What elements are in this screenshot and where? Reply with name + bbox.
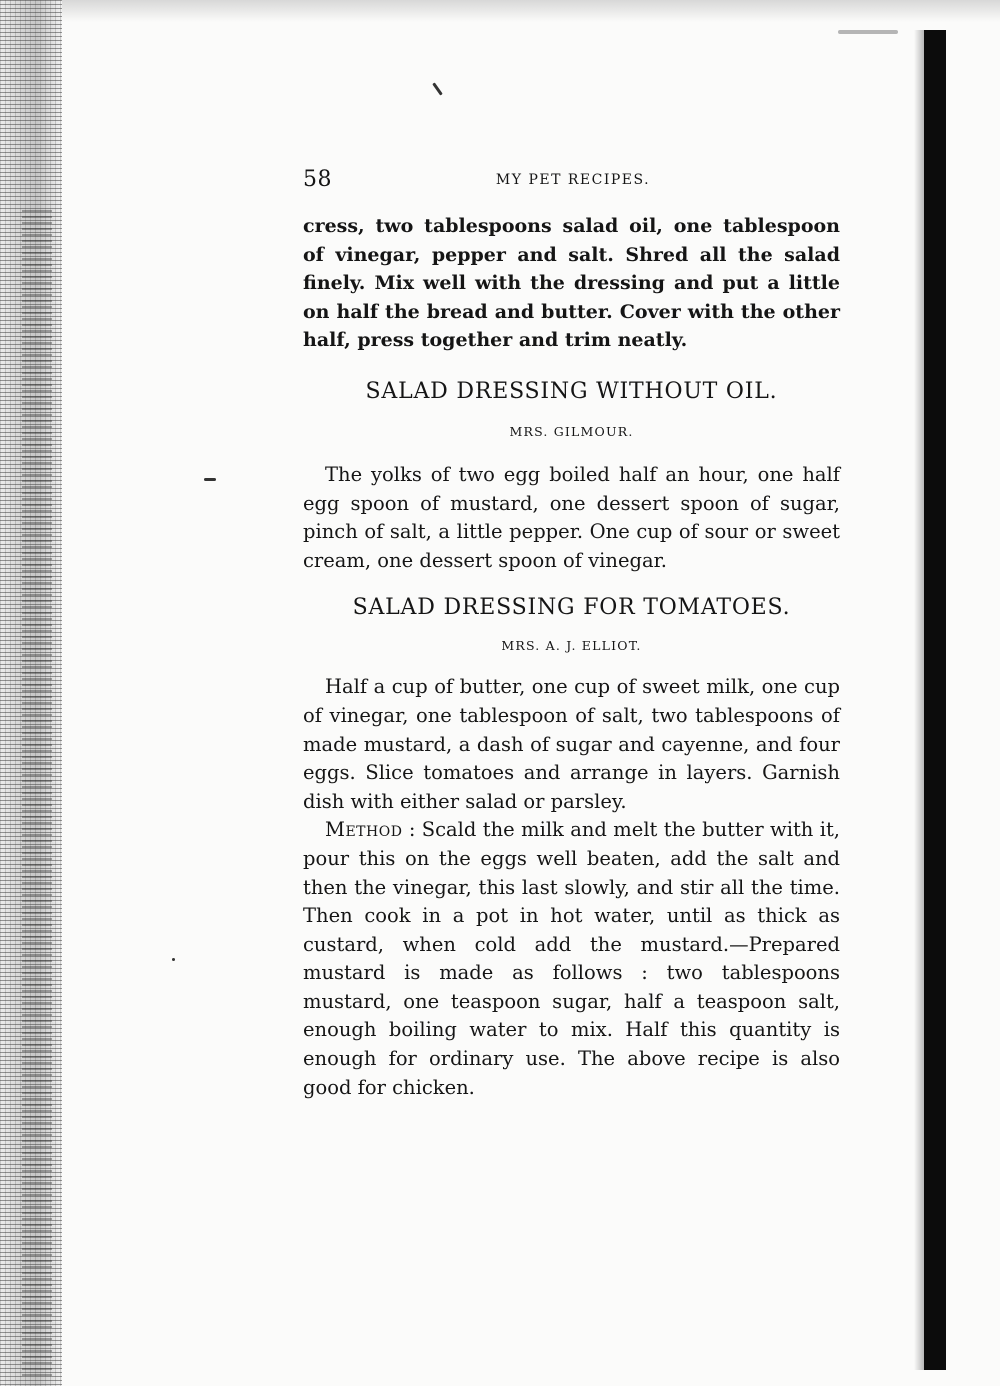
page-number: 58 — [303, 167, 332, 192]
recipe-text: Half a cup of butter, one cup of sweet milk, one cup of vinegar, one tablespoon of salt, two tablespoons of made mustard, a dash of sugar and cayenne, and four eggs. Slice tomatoes and arrange in layers. Garnish dish with either salad or parsley. — [303, 675, 840, 813]
recipe-text: The yolks of two egg boiled half an hour, one half egg spoon of mustard, one dessert spoon of sugar, pinch of salt, a little pepper. One cup of sour or sweet cream, one dessert spoon of vinegar. — [303, 462, 840, 572]
right-page-edge — [924, 30, 946, 1370]
binding-noise — [22, 210, 52, 1380]
top-page-edge — [62, 0, 1000, 22]
running-head — [303, 165, 843, 195]
right-edge-shadow — [914, 30, 924, 1370]
text-column — [303, 212, 840, 1102]
method-paragraph — [303, 816, 840, 1102]
recipe-title: SALAD DRESSING WITHOUT OIL. — [365, 378, 778, 404]
recipe-author: MRS. A. J. ELLIOT. — [501, 638, 642, 654]
recipe-author: MRS. GILMOUR. — [509, 423, 634, 439]
method-text: : Scald the milk and melt the butter with it, pour this on the eggs well beaten, add the salt and then the vinegar, this last slowly, and stir all the time. Then cook in a pot in hot water, until as thick as custard, when cold add the mustard.—Prepared mustard is made as follows : two tablespoons mustard, one teaspoon sugar, half a teaspoon salt, enough boiling water to mix. Half this quantity is enough for ordinary use. The above recipe is also good for chicken. — [303, 818, 841, 1099]
scan-speck — [838, 30, 898, 34]
scan-speck — [432, 82, 442, 95]
method-label: Method — [325, 818, 403, 842]
recipe-title: SALAD DRESSING FOR TOMATOES. — [352, 595, 791, 621]
scan-speck — [204, 478, 216, 481]
scan-speck — [172, 958, 175, 961]
running-title: MY PET RECIPES. — [495, 172, 651, 188]
continuation-paragraph: cress, two tablespoons salad oil, one tablespoon of vinegar, pepper and salt. Shred all the salad finely. Mix well with the dressing and put a little on half the bread and butter. Cover with the other half, press together and trim neatly. — [303, 215, 840, 352]
